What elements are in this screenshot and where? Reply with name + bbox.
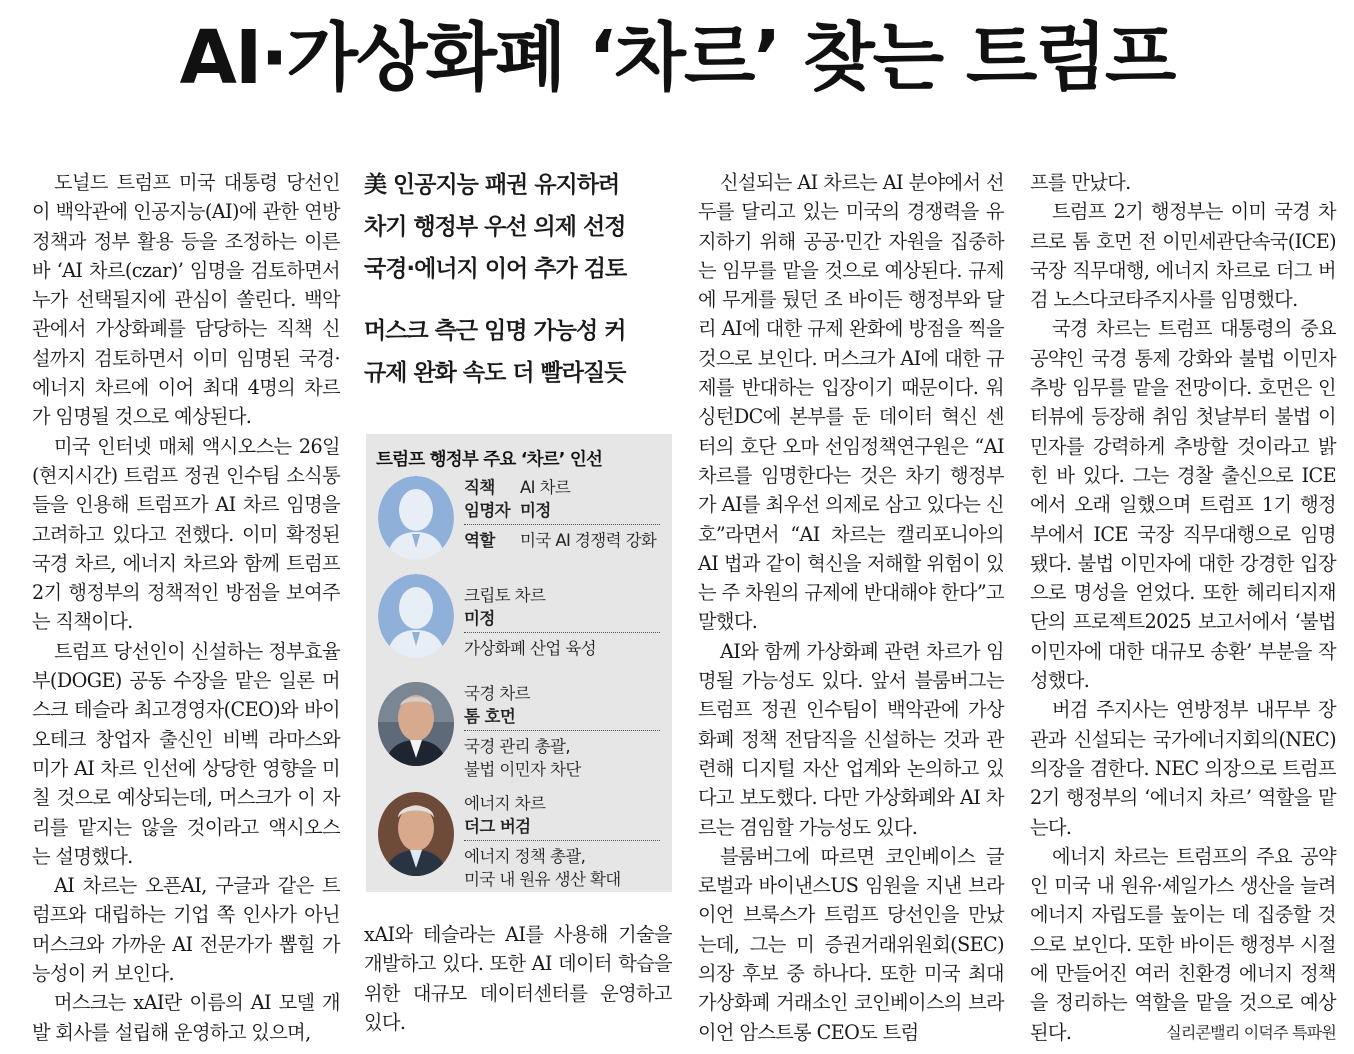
headline: AI·가상화폐 ‘차르’ 찾는 트럼프 bbox=[179, 15, 1175, 101]
paragraph: 미국 인터넷 매체 액시오스는 26일(현지시간) 트럼프 정권 인수팀 소식통들을 인용해 트럼프가 AI 차르 임명을 고려하고 있다고 전했다. 이미 확정된 국경 차르, 에너지 차르와 함께 트럼프 2기 행정부의 정책적인 방점을 보여주는 직책이다. bbox=[32, 434, 340, 634]
person-role-line-1: 에너지 정책 총괄, bbox=[464, 847, 586, 866]
label-appointee: 임명자 bbox=[464, 501, 511, 520]
subhead: 규제 완화 속도 더 빨라질듯 bbox=[364, 360, 626, 386]
paragraph-text: 에너지 차르는 트럼프의 주요 공약인 미국 내 원유·셰일가스 생산을 늘려 에너지 자립도를 높이는 데 집중할 것으로 보인다. 또한 바이든 행정부 시절에 만들어진 여러 친환경 에너지 정책을 정리하는 역할을 맡을 것으로 예상된다. bbox=[1030, 844, 1336, 1044]
person-info bbox=[464, 476, 664, 552]
person-position: 국경 차르 bbox=[464, 684, 531, 703]
subhead: 국경·에너지 이어 추가 검토 bbox=[364, 256, 627, 282]
paragraph: 머스크는 xAI란 이름의 AI 모델 개발 회사를 설립해 운영하고 있으며, bbox=[32, 991, 340, 1044]
paragraph: 버검 주지사는 연방정부 내무부 장관과 신설되는 국가에너지회의(NEC) 의장을 겸한다. NEC 의장으로 트럼프 2기 행정부의 ‘에너지 차르’ 역할을 맡는다. bbox=[1030, 698, 1336, 839]
paragraph: 트럼프 당선인이 신설하는 정부효율부(DOGE) 공동 수장을 맡은 일론 머스크 테슬라 최고경영자(CEO)와 바이오테크 창업자 출신인 비벡 라마스와미가 AI 차르 인선에 상당한 영향을 미칠 것으로 예상되는데, 머스크가 이 자리를 맡지는 않을 것이라고 액시오스는 설명했다. bbox=[32, 639, 340, 868]
person-name: 더그 버검 bbox=[464, 817, 531, 836]
person-border-czar bbox=[366, 682, 672, 787]
silhouette-icon bbox=[378, 476, 454, 560]
person-role-line-2: 불법 이민자 차단 bbox=[464, 760, 581, 779]
paragraph: xAI와 테슬라는 AI를 사용해 기술을 개발하고 있다. 또한 AI 데이터 학습을 위한 대규모 데이터센터를 운영하고 있다. bbox=[364, 923, 672, 1034]
person-name: 미정 bbox=[464, 609, 495, 628]
person-role-line-2: 미국 내 원유 생산 확대 bbox=[464, 870, 621, 889]
person-position: 크립토 차르 bbox=[464, 586, 546, 605]
subhead: 머스크 측근 임명 가능성 커 bbox=[364, 318, 626, 344]
paragraph: AI 차르는 오픈AI, 구글과 같은 트럼프와 대립하는 기업 쪽 인사가 아닌 머스크와 가까운 AI 전문가가 뽑힐 가능성이 커 보인다. bbox=[32, 874, 340, 986]
person-crypto-czar bbox=[366, 574, 672, 679]
person-info bbox=[464, 584, 664, 660]
subhead: 차기 행정부 우선 의제 선정 bbox=[364, 214, 626, 240]
person-name: 미정 bbox=[520, 501, 551, 520]
byline: 실리콘밸리 이덕주 특파원 bbox=[1166, 1022, 1336, 1042]
silhouette-icon bbox=[378, 574, 454, 658]
person-info bbox=[464, 792, 664, 891]
subheads bbox=[364, 164, 684, 394]
infobox-title: 트럼프 행정부 주요 ‘차르’ 인선 bbox=[376, 450, 603, 470]
label-position: 직책 bbox=[464, 478, 495, 497]
article-column-2 bbox=[364, 920, 672, 1037]
subhead: 美 인공지능 패권 유지하려 bbox=[364, 172, 620, 198]
person-role: 가상화폐 산업 육성 bbox=[464, 639, 597, 658]
paragraph: 트럼프 2기 행정부는 이미 국경 차르로 톰 호먼 전 이민세관단속국(ICE) 국장 직무대행, 에너지 차르로 더그 버검 노스다코타주지사를 임명했다. bbox=[1030, 200, 1336, 312]
paragraph: AI와 함께 가상화폐 관련 차르가 임명될 가능성도 있다. 앞서 블룸버그는 트럼프 정권 인수팀이 백악관에 가상화폐 정책 전담직을 신설하는 것과 관련해 디지털 자산 업계와 논의하고 있다고 보도했다. 다만 가상화폐와 AI 차르는 겸임할 가능성도 있다. bbox=[698, 639, 1004, 839]
person-energy-czar bbox=[366, 792, 672, 897]
person-position: AI 차르 bbox=[520, 478, 571, 497]
czar-infobox bbox=[366, 434, 672, 892]
person-position: 에너지 차르 bbox=[464, 794, 546, 813]
portrait-photo bbox=[378, 792, 454, 876]
paragraph bbox=[1030, 842, 1336, 1047]
article-column-4 bbox=[1030, 168, 1336, 1047]
label-role: 역할 bbox=[464, 531, 495, 550]
person-name: 톰 호먼 bbox=[464, 707, 516, 726]
article-column-3 bbox=[698, 168, 1004, 1047]
paragraph: 프를 만났다. bbox=[1030, 171, 1131, 194]
paragraph: 블룸버그에 따르면 코인베이스 글로벌과 바이낸스US 임원을 지낸 브라이언 브룩스가 트럼프 당선인을 만났는데, 그는 미 증권거래위원회(SEC) 의장 후보 중 하나다. 또한 미국 최대 가상화폐 거래소인 코인베이스의 브라이언 암스트롱 CEO도 트럼 bbox=[698, 844, 1004, 1044]
paragraph: 도널드 트럼프 미국 대통령 당선인이 백악관에 인공지능(AI)에 관한 연방 정책과 정부 활용 등을 조정하는 이른바 ‘AI 차르(czar)’ 임명을 검토하면서 누가 선택될지에 관심이 쏠린다. 백악관에서 가상화폐를 담당하는 직책 신설까지 검토하면서 이미 임명된 국경·에너지 차르에 이어 최대 4명의 차르가 임명될 것으로 예상된다. bbox=[32, 171, 340, 429]
person-role-line-1: 국경 관리 총괄, bbox=[464, 737, 570, 756]
paragraph: 신설되는 AI 차르는 AI 분야에서 선두를 달리고 있는 미국의 경쟁력을 유지하기 위해 공공·민간 자원을 집중하는 임무를 맡을 것으로 예상된다. 규제에 무게를 뒀던 조 바이든 행정부와 달리 AI에 대한 규제 완화에 방점을 찍을 것으로 보인다. 머스크가 AI에 대한 규제를 반대하는 입장이기 때문이다. 워싱턴DC에 본부를 둔 데이터 혁신 센터의 호단 오마 선임정책연구원은 “AI 차르를 임명한다는 것은 차기 행정부가 AI를 최우선 의제로 삼고 있다는 신호”라면서 “AI 차르는 캘리포니아의 AI 법과 같이 혁신을 저해할 위험이 있는 주 차원의 규제에 반대해야 한다”고 말했다. bbox=[698, 171, 1004, 634]
paragraph: 국경 차르는 트럼프 대통령의 중요 공약인 국경 통제 강화와 불법 이민자 추방 임무를 맡을 전망이다. 호먼은 인터뷰에 등장해 취임 첫날부터 불법 이민자를 강력하게 추방할 것이라고 밝힌 바 있다. 그는 경찰 출신으로 ICE에서 오래 일했으며 트럼프 1기 행정부에서 ICE 국장 직무대행으로 임명됐다. 불법 이민자에 대한 강경한 입장으로 명성을 얻었다. 또한 헤리티지재단의 프로젝트2025 보고서에서 ‘불법 이민자에 대한 대규모 송환’ 부분을 작성했다. bbox=[1030, 317, 1336, 693]
person-info bbox=[464, 682, 664, 781]
portrait-photo bbox=[378, 682, 454, 766]
article-column-1 bbox=[32, 168, 340, 1047]
person-ai-czar bbox=[366, 476, 672, 581]
person-role: 미국 AI 경쟁력 강화 bbox=[520, 531, 657, 550]
